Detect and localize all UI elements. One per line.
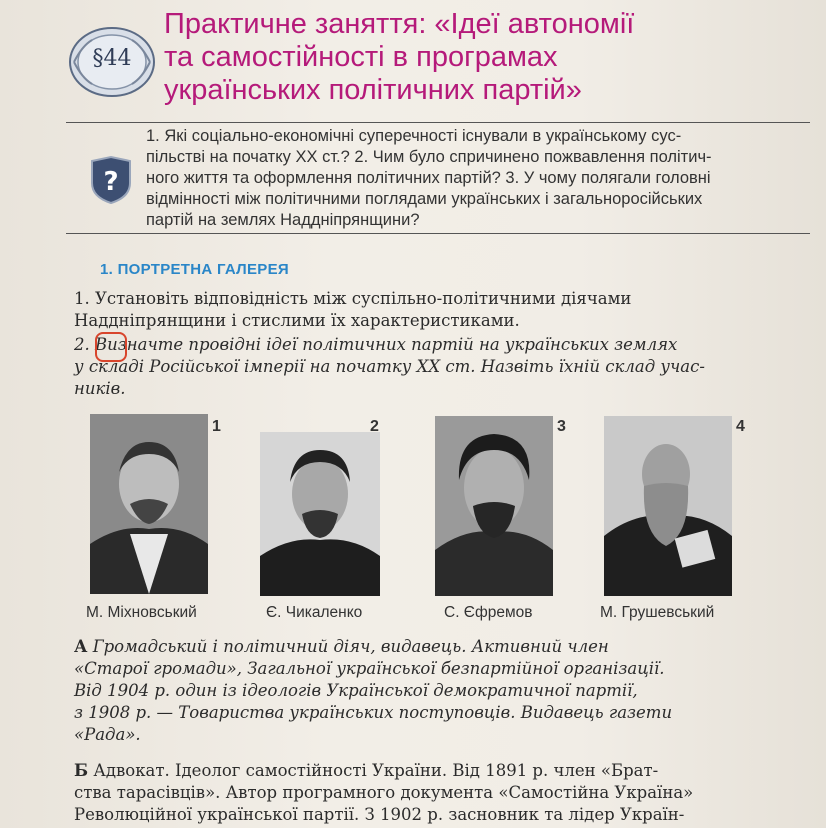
task-1 <box>74 288 814 332</box>
description-line: «Старої громади», Загальної української безпартійної організації. <box>74 659 665 678</box>
portrait-caption: М. Міхновський <box>86 604 197 621</box>
question-mark-icon <box>88 155 134 205</box>
description-line: Від 1904 р. один із ідеологів Української демократичної партії, <box>74 681 638 700</box>
task-2-line: 2. Визначте провідні ідеї політичних партій на українських землях <box>74 335 678 354</box>
description-letter: Б <box>74 761 89 780</box>
portrait-yefremov <box>435 416 553 596</box>
task-1-line: Наддніпрянщини і стислими їх характеристиками. <box>74 311 520 330</box>
divider-bottom <box>66 233 810 234</box>
title-line: та самостійності в програмах <box>164 41 558 73</box>
question-line: 1. Які соціально-економічні суперечності існували в українському сус- <box>146 127 682 145</box>
title-line: українських політичних партій» <box>164 74 582 106</box>
description-line: Революційної української партії. З 1902 р. засновник та лідер Україн- <box>74 805 685 824</box>
section-heading: 1. ПОРТРЕТНА ГАЛЕРЕЯ <box>100 261 289 278</box>
paragraph-badge <box>68 26 156 98</box>
description-a <box>74 636 814 746</box>
portrait-mikhnovsky <box>90 414 208 594</box>
portrait-number: 4 <box>736 418 745 435</box>
task-2-line: у складі Російської імперії на початку ХХ ст. Назвіть їхній склад учас- <box>74 357 705 376</box>
portrait-hrushevsky <box>604 416 732 596</box>
title-line: Практичне заняття: «Ідеї автономії <box>164 8 635 40</box>
question-line: партій на землях Наддніпрянщини? <box>146 211 420 229</box>
description-text: Громадський і політичний діяч, видавець. Активний член <box>87 637 609 656</box>
svg-text:?: ? <box>103 167 119 197</box>
description-letter: А <box>74 637 88 656</box>
divider-top <box>66 122 810 123</box>
description-text: Адвокат. Ідеолог самостійності України. Від 1891 р. член «Брат- <box>88 761 659 780</box>
portrait-caption: С. Єфремов <box>444 604 533 621</box>
question-line: пільстві на початку ХХ ст.? 2. Чим було спричинено пожвавлення політич- <box>146 148 712 166</box>
question-line: ного життя та оформлення політичних партій? 3. У чому полягали головні <box>146 169 711 187</box>
portrait-number: 1 <box>212 418 221 435</box>
description-b <box>74 760 814 826</box>
description-line: ства тарасівців». Автор програмного документа «Самостійна Україна» <box>74 783 694 802</box>
portrait-number: 3 <box>557 418 566 435</box>
description-line <box>74 636 814 658</box>
portrait-chykalenko <box>260 432 380 596</box>
review-questions <box>146 126 810 231</box>
page-title <box>164 8 804 107</box>
portrait-caption: Є. Чикаленко <box>266 604 363 621</box>
task-2 <box>74 334 814 400</box>
portrait-caption: М. Грушевський <box>600 604 715 621</box>
description-line: з 1908 р. — Товариства українських поступовців. Видавець газети <box>74 703 673 722</box>
question-line: відмінності між політичними поглядами українських і загальноросійських <box>146 190 703 208</box>
task-2-line: ників. <box>74 379 126 398</box>
description-line: «Рада». <box>74 725 141 744</box>
portrait-number: 2 <box>370 418 379 435</box>
task-1-line: 1. Установіть відповідність між суспільно-політичними діячами <box>74 289 632 308</box>
handwritten-circle-mark <box>95 332 127 362</box>
description-line <box>74 760 814 782</box>
paragraph-number: §44 <box>92 46 132 71</box>
